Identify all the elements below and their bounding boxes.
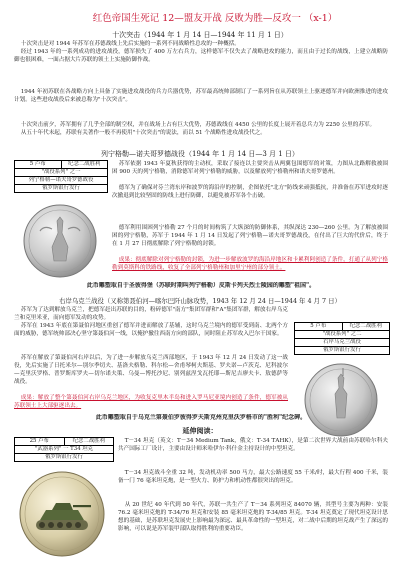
coin-image-t34-tank <box>18 470 106 558</box>
coin-series-name: "武器系列" 一 T34 坦克 <box>15 445 113 453</box>
coin-theme: 纪念二战胜利 <box>61 161 108 168</box>
coin-theme: 纪念二战胜利 <box>64 438 114 445</box>
section-heading-ten-strikes: 十次突击（1944 年 1 月 14 日—1944 年 11 月 1 日） <box>112 31 288 39</box>
coin-subject: 右岸乌克兰战役 <box>295 338 389 346</box>
image-caption: 此币雕塑取自于圣彼得堡（苏联时期叫列宁格勒）皮斯卡列夫烈士陵园的雕塑"祖国"。 <box>86 282 316 289</box>
section-heading-further-reading: 延伸阅读： <box>182 426 218 435</box>
section-heading-leningrad: 列宁格勒—诺夫哥罗德战役（1944 年 1 月 14 日—3 月 1 日） <box>101 150 299 158</box>
coin-denomination: 25 卢布 <box>29 438 49 444</box>
section-heading-right-bank-ukraine: 右岸乌克兰战役（又称第聂伯河—喀尔巴阡山脉攻势，1943 年 12 月 24 日—1944 年 4 月 7 日） <box>59 297 341 305</box>
coin-denomination: 5 卢布 <box>310 323 327 329</box>
paragraph: 十次突击是对 1944 年苏军在苏德战线上先后实施的一系列不同战略性总攻的一种概括。 <box>20 41 240 47</box>
paragraph: 苏军为了达到解放乌克兰，把德军赶出苏联的目的，粉碎德军"南方"集团军群和"A"集团军群，解放右岸乌克兰和克里米亚，而向德军发动的攻势。 <box>14 307 288 322</box>
coin-caption-leningrad <box>14 160 108 193</box>
coin-denomination: 5 卢布 <box>29 161 46 167</box>
paragraph: 德军为了确保对芬兰湾东岸和波罗的海沿岸的控制，企图依托"北方"防线来顽强抵抗，并准备在苏军进攻时逐次撤退到比较坚固的防线上进行防御，以避免被苏军各个击破。 <box>112 185 388 200</box>
paragraph: 从 20 世纪 40 年代到 50 年代，苏联一共生产了 T－34 系列坦克 84070 辆，其型号主要为两种：安装 76.2 毫米坦克炮的 T-34/76 坦克和安装 85 毫米坦克炮的 T-34/85 坦克。T-34 坦克奠定了现代坦克设计思想的基础，是苏联坦克发展史上影响最为深远、最具革命性的一型坦克，对二战中后期的坦克战产生了深远的影响，可以说是苏军装甲部队取得胜利的重要功臣。 <box>118 502 388 533</box>
coin-issuer: 俄罗斯银行发行 <box>15 184 107 192</box>
paragraph: T－34 坦克战斗全重 32 吨，发动机功率 500 马力，最大公路速度 55 千米/时，最大行程 400 千米，装备一门 76 毫米坦克炮，是一型火力、防护力和机动性都很突出的坦克。 <box>118 470 388 485</box>
coin-caption-t34 <box>14 437 114 462</box>
paragraph: 苏军在 1943 年底在第聂伯河地区重创了德军并进而解放了基辅，这时乌克兰境内的德军受到南、北两个方面的威胁，德军统帅部决心坚守第聂伯河一线，以掩护撤往西南方向的部队，同时阻止苏军攻入巴尔干国家。 <box>14 323 288 338</box>
coin-image-leningrad <box>22 203 98 279</box>
coin-series-name: "战役系列" 之一 <box>15 168 107 176</box>
coin-caption-ukraine <box>294 322 390 355</box>
coin-series-name: "战役系列" 之二 <box>295 330 389 338</box>
paragraph: 1944 年初苏联在各战略方向上具备了实施进攻战役的兵力兵器优势，苏军最高统帅部制订了一系列旨在从苏联领土上驱逐德军并向欧洲推进的进攻计划。这些进攻战役后来被总称为"十次突击"。 <box>14 89 388 104</box>
paragraph: 苏军在解放了第聂伯河右岸以后，为了进一步解放乌克兰西部地区，于 1943 年 12 月 24 日发动了这一战役，先后实施了日托米尔—别尔季切夫、基洛夫格勒、科尔松—舍甫琴柯夫斯基、罗夫诺—卢茨克、尼科波尔—克里沃罗格、普罗斯库罗夫—切尔诺夫策、乌曼—博托沙尼、别列兹涅戈瓦托耶—斯尼吉廖夫卡、敖德萨等战役。 <box>14 355 288 386</box>
coin-image-ukraine <box>303 362 379 438</box>
coin-issuer: 俄罗斯银行发行 <box>295 346 389 354</box>
paragraph: T－34 坦克（英文：T－34 Medium Tank，俄文：Т-34 ТАНК），是第二次世界大战前由苏联哈尔科夫共产国际工厂设计，主要由设计师米哈伊尔·科什金主持设计的中型坦克。 <box>118 438 388 453</box>
paragraph: 从五十年代末起，苏联有关著作一般不再使用"十次突击"的说法，而以 51 个战略性进攻战役代之。 <box>20 130 266 136</box>
coin-theme: 纪念二战胜利 <box>342 323 390 330</box>
image-caption: 此币雕塑取自于乌克兰第聂伯罗彼得罗夫斯克州克里沃罗格市的"胜利"纪念碑。 <box>95 414 307 421</box>
paragraph-result: 成果：彻底解除对列宁格勒的封锁，为进一步解放波罗的海沿岸地区和卡累利阿创造了条件，打通了从列宁格勒到莫斯科的铁路线，收复了全部列宁格勒州和加里宁州的部分领土。 <box>112 257 388 272</box>
paragraph: 十次突击前夕，苏军拥有了几乎全部的制空权，并在战场上占有巨大优势，苏德战线在 4450 公里的长度上展开着总兵力为 2250 公里的苏军。 <box>20 122 376 128</box>
paragraph: 经过 1943 年的一系列成功的进攻战役，德军损失了 400 万左右兵力，这样德军不仅失去了战略进攻的能力，而且由于过长的战线，上建立战略防御也很困难，一面占据大片苏联的领土上实施防御作战。 <box>14 49 388 64</box>
page-title: 红色帝国生死记 12—盟友开战 反败为胜—反攻一 （x-1） <box>92 13 338 24</box>
paragraph: 苏军依据 1943 年夏秋获得的主动权，采取了接连以主要突击从两翼包围德军的对策，力图从北路解救被围困 900 天的列宁格勒，消除德军对列宁格勒的威胁，以及解放列宁格勒州和诺夫哥罗德州。 <box>112 161 388 176</box>
coin-subject: 列宁格勒—诺夫哥罗德战役 <box>15 176 107 184</box>
paragraph: 德军利用围困列宁格勒 27 个月的时间构筑了大纵深的防御体系，其纵深达 230—260 公里。为了解放被围困的列宁格勒，苏军于 1944 年 1 月 14 日发起了列宁格勒—诺夫哥罗德战役，在付出了巨大的代价后，终于在 1 月 27 日彻底解除了列宁格勒的封锁。 <box>112 225 388 248</box>
paragraph-result: 成果：解放了整个第聂伯河右岸乌克兰地区，为收复克里木半岛和进入罗马尼亚境内创造了条件，德军被从苏联领土上大部驱逐出去。 <box>14 395 288 410</box>
coin-issuer: 俄罗斯银行发行 <box>15 453 113 461</box>
